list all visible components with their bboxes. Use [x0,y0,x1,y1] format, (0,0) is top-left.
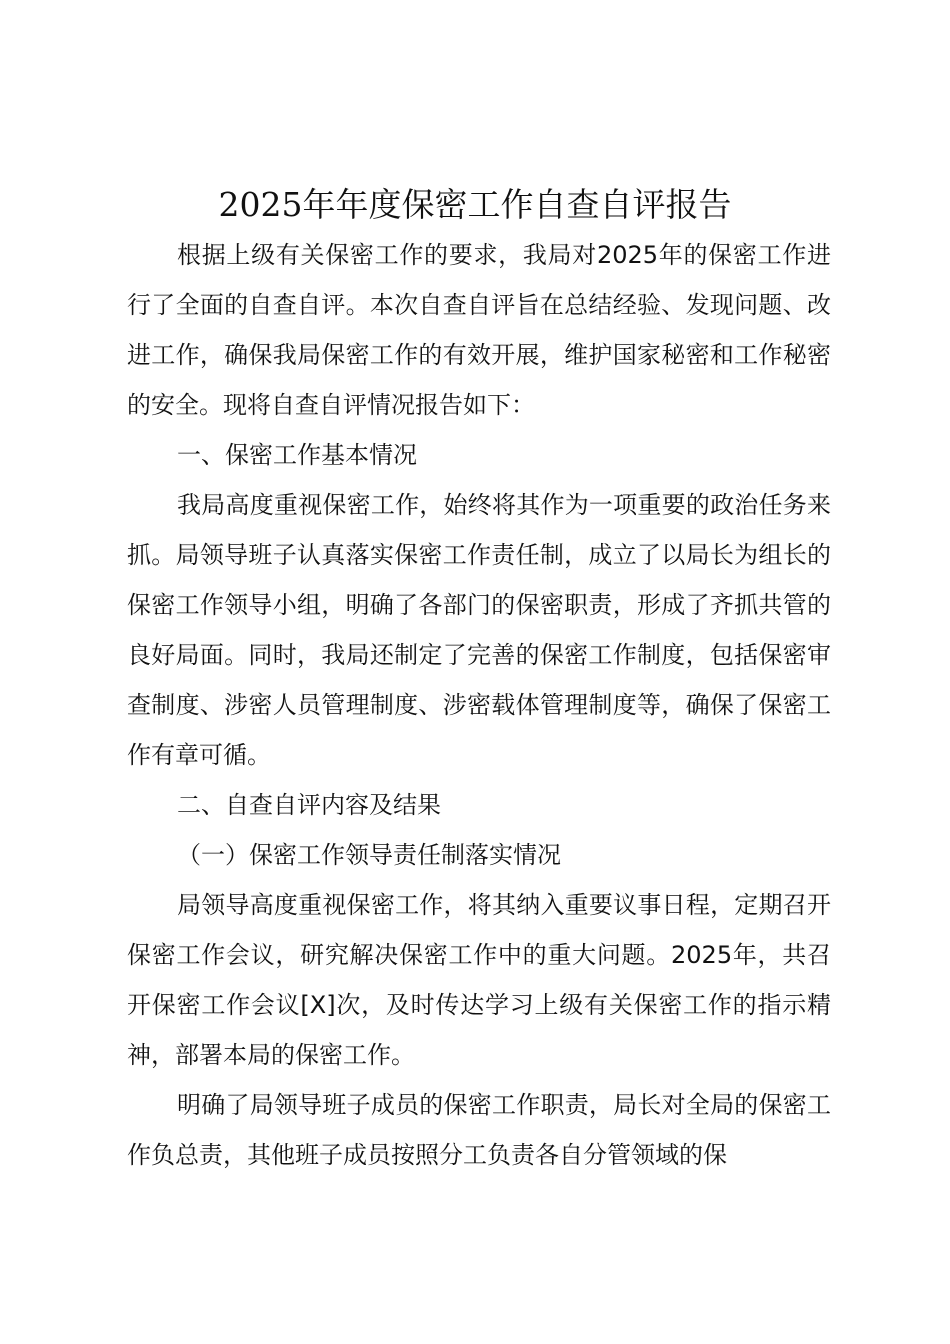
intro-paragraph: 根据上级有关保密工作的要求，我局对2025年的保密工作进行了全面的自查自评。本次自查自评旨在总结经验、发现问题、改进工作，确保我局保密工作的有效开展，维护国家秘密和工作秘密的安全。现将自查自评情况报告如下： [127,241,831,419]
subsection-heading-responsibility: （一）保密工作领导责任制落实情况 [177,841,561,869]
responsibility-paragraph-2: 明确了局领导班子成员的保密工作职责，局长对全局的保密工作负总责，其他班子成员按照分工负责各自分管领域的保 [127,1091,831,1169]
basic-situation-paragraph: 我局高度重视保密工作，始终将其作为一项重要的政治任务来抓。局领导班子认真落实保密工作责任制，成立了以局长为组长的保密工作领导小组，明确了各部门的保密职责，形成了齐抓共管的良好局面。同时，我局还制定了完善的保密工作制度，包括保密审查制度、涉密人员管理制度、涉密载体管理制度等，确保了保密工作有章可循。 [127,491,831,769]
document-title: 2025年年度保密工作自查自评报告 [218,185,732,224]
document-body [127,230,831,1180]
section-heading-basic-situation: 一、保密工作基本情况 [177,441,417,469]
responsibility-paragraph-1: 局领导高度重视保密工作，将其纳入重要议事日程，定期召开保密工作会议，研究解决保密工作中的重大问题。2025年，共召开保密工作会议[X]次，及时传达学习上级有关保密工作的指示精神，部署本局的保密工作。 [127,891,831,1069]
section-heading-self-inspection: 二、自查自评内容及结果 [177,791,441,819]
